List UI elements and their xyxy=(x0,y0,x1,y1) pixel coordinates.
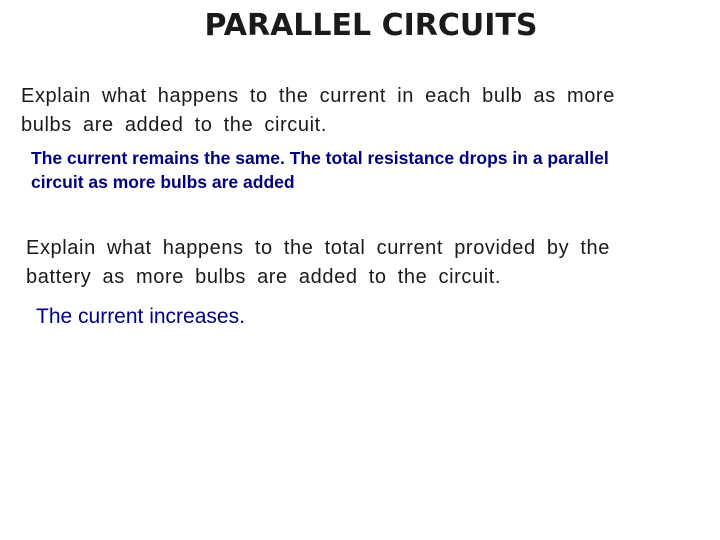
slide-title: PARALLEL CIRCUITS xyxy=(204,8,538,43)
question-1-prompt: Explain what happens to the current in each bulb as more bulbs are added to the circuit. xyxy=(21,85,615,136)
question-1-answer: The current remains the same. The total resistance drops in a parallel circuit as more bulbs are added xyxy=(31,148,609,192)
question-2-prompt: Explain what happens to the total current provided by the battery as more bulbs are added to the circuit. xyxy=(26,237,610,288)
question-2-answer: The current increases. xyxy=(36,305,245,328)
